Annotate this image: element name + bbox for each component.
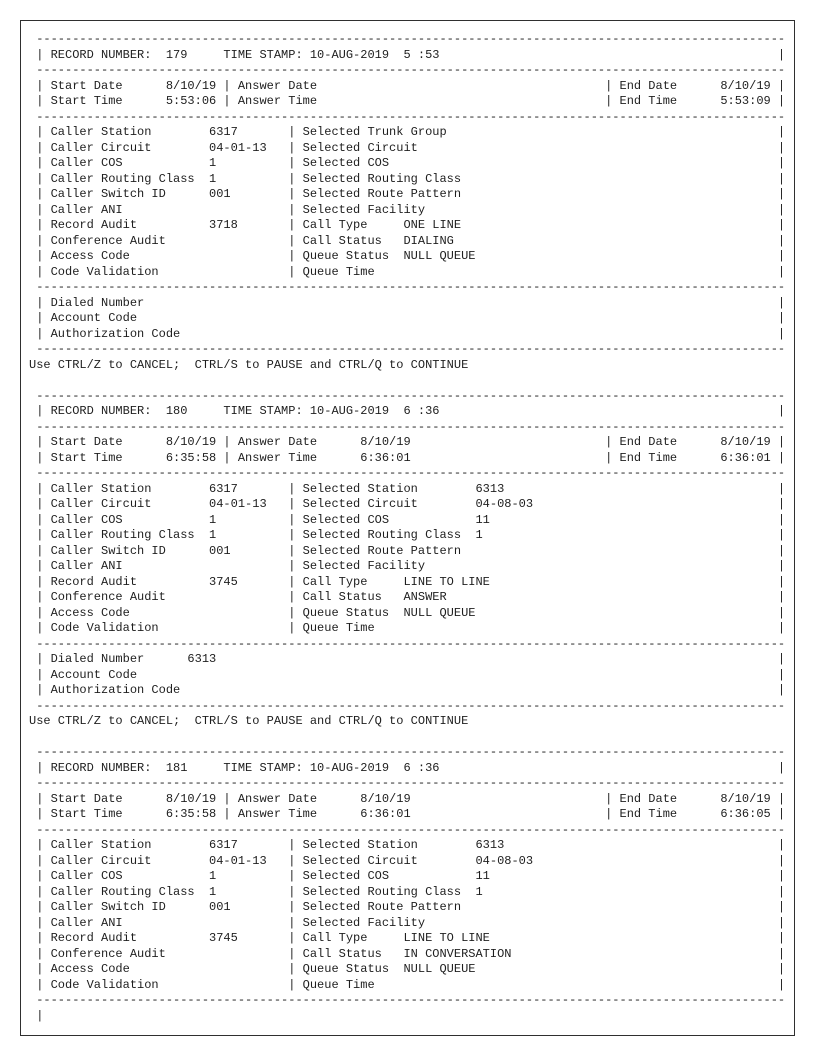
record-detail-line: | Caller Switch ID 001 | Selected Route Pattern | [29,900,786,914]
record-detail-line: | Caller ANI | Selected Facility | [29,202,786,217]
record-detail-line: | Code Validation | Queue Time | [29,977,786,992]
record-detail-line: | Conference Audit | Call Status ANSWER | [29,590,786,604]
record-times-line: | Start Time 6:35:58 | Answer Time 6:36:01 | End Time 6:36:05 | [29,807,786,821]
cdr-terminal-output [29,32,786,1024]
dialed-number-line: | Dialed Number 6313 | [29,652,786,666]
record-dates-line: | Start Date 8/10/19 | Answer Date | End Date 8/10/19 | [29,78,786,93]
record-detail-line: | Caller Routing Class 1 | Selected Routing Class 1 | [29,884,786,899]
record-detail-line: | Access Code | Queue Status NULL QUEUE | [29,962,786,976]
page-border [20,20,795,1036]
authorization-code-line: | Authorization Code | [29,326,786,341]
record-detail-line: | Caller COS 1 | Selected COS 11 | [29,869,786,883]
record-header-line: | RECORD NUMBER: 179 TIME STAMP: 10-AUG-2019 5 :53 | [29,47,786,62]
blank-line [29,730,786,746]
blank-line [29,373,786,389]
record-detail-line: | Caller Routing Class 1 | Selected Routing Class 1 | [29,528,786,542]
record-divider: -------------------------------------------------------------------------------------------------------- [29,419,786,434]
record-detail-line: | Caller Circuit 04-01-13 | Selected Circuit | [29,140,786,155]
record-header-line: | RECORD NUMBER: 180 TIME STAMP: 10-AUG-2019 6 :36 | [29,404,786,418]
record-dates-line: | Start Date 8/10/19 | Answer Date 8/10/19 | End Date 8/10/19 | [29,435,786,449]
record-divider: -------------------------------------------------------------------------------------------------------- [29,63,786,77]
record-divider: -------------------------------------------------------------------------------------------------------- [29,776,786,790]
record-detail-line: | Caller Circuit 04-01-13 | Selected Circuit 04-08-03 | [29,497,786,511]
record-detail-line: | Caller Station 6317 | Selected Station 6313 | [29,838,786,852]
record-divider: -------------------------------------------------------------------------------------------------------- [29,109,786,124]
record-detail-line: | Caller COS 1 | Selected COS | [29,156,786,170]
record-header-line: | RECORD NUMBER: 181 TIME STAMP: 10-AUG-2019 6 :36 | [29,760,786,775]
record-detail-line: | Caller ANI | Selected Facility | [29,915,786,930]
record-divider: -------------------------------------------------------------------------------------------------------- [29,745,786,759]
partial-next-record-line: | [29,1008,44,1023]
control-keys-hint: Use CTRL/Z to CANCEL; CTRL/S to PAUSE and CTRL/Q to CONTINUE [29,714,469,728]
record-detail-line: | Caller Switch ID 001 | Selected Route Pattern | [29,187,786,201]
record-detail-line: | Caller ANI | Selected Facility | [29,559,786,573]
account-code-line: | Account Code | [29,311,786,325]
record-divider: -------------------------------------------------------------------------------------------------------- [29,388,786,403]
record-divider: -------------------------------------------------------------------------------------------------------- [29,698,786,713]
record-divider: -------------------------------------------------------------------------------------------------------- [29,636,786,651]
record-detail-line: | Record Audit 3745 | Call Type LINE TO LINE | [29,574,786,589]
record-detail-line: | Caller COS 1 | Selected COS 11 | [29,512,786,527]
cdr-record-181 [29,745,786,1009]
record-divider: -------------------------------------------------------------------------------------------------------- [29,32,786,46]
record-divider: -------------------------------------------------------------------------------------------------------- [29,466,786,480]
record-detail-line: | Record Audit 3745 | Call Type LINE TO LINE | [29,931,786,945]
record-detail-line: | Conference Audit | Call Status IN CONVERSATION | [29,946,786,961]
record-times-line: | Start Time 6:35:58 | Answer Time 6:36:01 | End Time 6:36:01 | [29,450,786,465]
record-detail-line: | Caller Routing Class 1 | Selected Routing Class | [29,171,786,186]
cdr-record-180 [29,389,786,715]
account-code-line: | Account Code | [29,667,786,682]
record-detail-line: | Access Code | Queue Status NULL QUEUE | [29,605,786,620]
record-dates-line: | Start Date 8/10/19 | Answer Date 8/10/19 | End Date 8/10/19 | [29,791,786,806]
record-divider: -------------------------------------------------------------------------------------------------------- [29,342,786,356]
record-detail-line: | Caller Circuit 04-01-13 | Selected Circuit 04-08-03 | [29,853,786,868]
record-detail-line: | Code Validation | Queue Time | [29,264,786,279]
record-divider: -------------------------------------------------------------------------------------------------------- [29,280,786,294]
record-detail-line: | Conference Audit | Call Status DIALING | [29,233,786,248]
record-detail-line: | Caller Switch ID 001 | Selected Route Pattern | [29,543,786,558]
control-keys-hint: Use CTRL/Z to CANCEL; CTRL/S to PAUSE and CTRL/Q to CONTINUE [29,357,469,372]
cdr-record-179 [29,32,786,358]
record-divider: -------------------------------------------------------------------------------------------------------- [29,993,786,1007]
dialed-number-line: | Dialed Number | [29,295,786,310]
record-divider: -------------------------------------------------------------------------------------------------------- [29,822,786,837]
record-detail-line: | Code Validation | Queue Time | [29,621,786,635]
record-detail-line: | Record Audit 3718 | Call Type ONE LINE | [29,218,786,232]
record-times-line: | Start Time 5:53:06 | Answer Time | End Time 5:53:09 | [29,94,786,108]
record-detail-line: | Access Code | Queue Status NULL QUEUE | [29,249,786,263]
record-detail-line: | Caller Station 6317 | Selected Station 6313 | [29,481,786,496]
record-detail-line: | Caller Station 6317 | Selected Trunk Group | [29,125,786,139]
authorization-code-line: | Authorization Code | [29,683,786,697]
